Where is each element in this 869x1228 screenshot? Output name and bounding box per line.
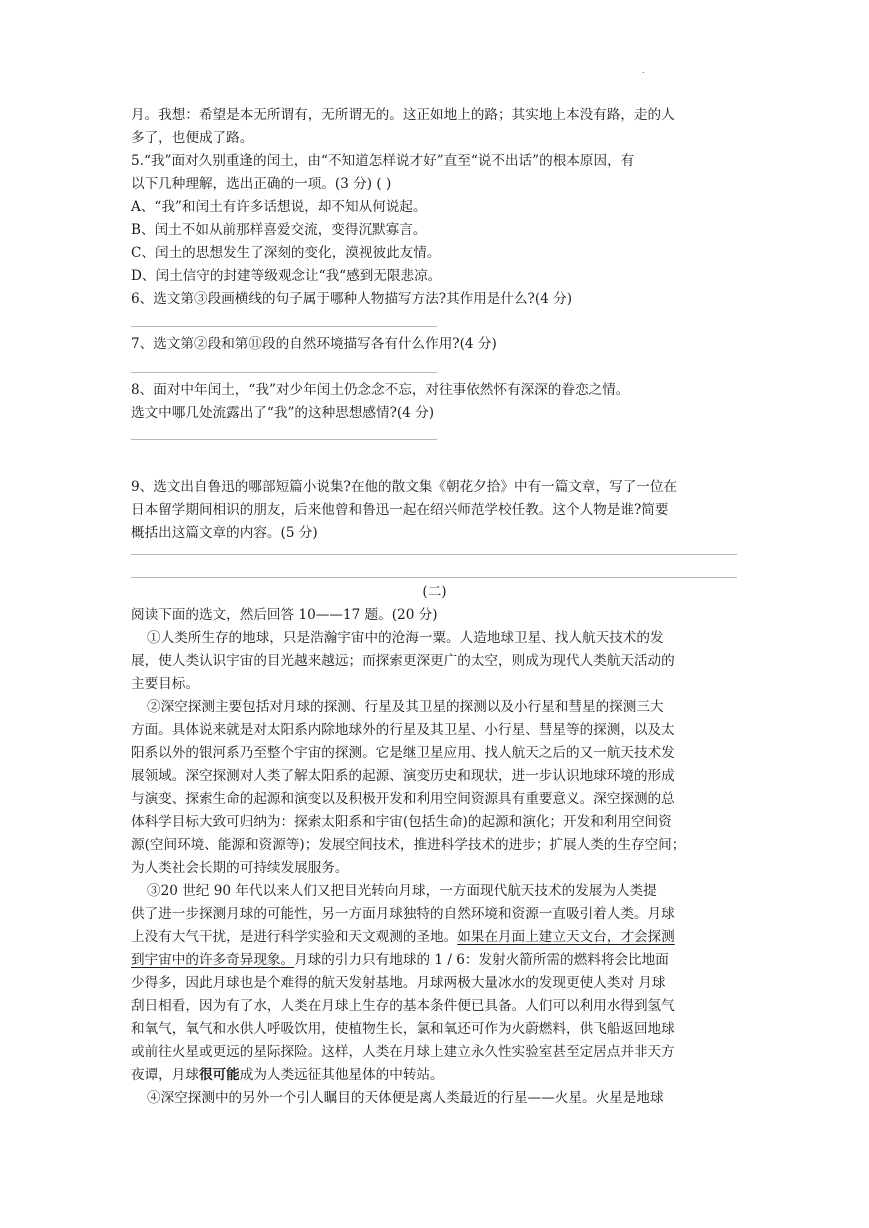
- paragraph-3-line: 少得多，因此月球也是个难得的航天发射基地。月球两极大量冰水的发现更使人类对 月球: [131, 975, 666, 991]
- question-8: 8、面对中年闰土，“我”对少年闰土仍念念不忘，对往事依然怀有深深的眷恋之情。: [131, 382, 630, 398]
- paragraph-3-line: 供了进一步探测月球的可能性，另一方面月球独特的自然环境和资源一直吸引着人类。月球: [131, 906, 675, 922]
- paragraph-2-line: ②深空探测主要包括对月球的探测、行星及其卫星的探测以及小行星和彗星的探测三大: [147, 699, 664, 715]
- question-5-option-c: C、闰土的思想发生了深刻的变化，漠视彼此友情。: [131, 245, 441, 261]
- paragraph-3-line: 和氧气，氧气和水供人呼吸饮用，使植物生长，氯和氧还可作为火蔚燃料，供飞船返回地球: [131, 1021, 675, 1037]
- section-instruction: 阅读下面的选文，然后回答 10——17 题。(20 分): [131, 607, 438, 623]
- question-9: 日本留学期间相识的朋友，后来他曾和鲁迅一起在绍兴师范学校任教。这个人物是谁?简要: [131, 502, 669, 518]
- question-5-option-d: D、闰土信守的封建等级观念让“我“感到无限悲凉。: [131, 268, 442, 284]
- paragraph-1-line: 展，使人类认识宇宙的目光越来越远；而探索更深更广的太空，则成为现代人类航天活动的: [131, 653, 675, 669]
- paragraph-2-line: 展领域。深空探测对人类了解太阳系的起源、演变历史和现状，进一步认识地球环境的形成: [131, 768, 675, 784]
- section-heading: (二): [422, 584, 447, 600]
- paragraph-2-line: 方面。具体说来就是对太阳系内除地球外的行星及其卫星、小行星、彗星等的探测，以及太: [131, 722, 675, 738]
- paragraph-3-line: ③20 世纪 90 年代以来人们又把目光转向月球，一方面现代航天技术的发展为人类提: [147, 883, 657, 899]
- question-5-option-a: A、“我”和闰土有许多话想说，却不知从何说起。: [131, 199, 427, 215]
- paragraph-2-line: 为人类社会长期的可持续发展服务。: [131, 860, 349, 876]
- paragraph-3-line: [131, 926, 675, 949]
- paragraph-2-line: 体科学目标大致可归纳为：探索太阳系和宇宙(包括生命)的起源和演化；开发和利用空间资: [131, 814, 672, 830]
- answer-line: [131, 439, 437, 440]
- paragraph-3-line: 或前往火星或更远的星际探险。这样，人类在月球上建立永久性实验室甚至定居点并非天方: [131, 1044, 675, 1060]
- paragraph-3-line: [131, 949, 669, 972]
- paragraph-2-line: 阳系以外的银河系乃至整个宇宙的探测。它是继卫星应用、找人航天之后的又一航天技术发: [131, 745, 675, 761]
- question-5-stem: 以下几种理解，选出正确的一项。(3 分) ( ): [131, 176, 392, 192]
- bold-phrase: 很可能: [198, 1067, 240, 1083]
- answer-line: [131, 577, 737, 578]
- answer-line: [131, 372, 437, 373]
- paragraph-2-line: 与演变、探索生命的起源和演变以及积极开发和利用空间资源具有重要意义。深空探测的总: [131, 791, 675, 807]
- answer-line: [131, 554, 737, 555]
- paragraph-2-line: 源(空间环境、能源和资源等)；发展空间技术，推进科学技术的进步；扩展人类的生存空间；: [131, 837, 686, 853]
- paragraph-3-line: 刮日相看，因为有了水，人类在月球上生存的基本条件便已具备。人们可以利用水得到氢气: [131, 998, 675, 1014]
- question-7: 7、选文第②段和第⑪段的自然环境描写各有什么作用?(4 分): [131, 336, 497, 352]
- passage-text-line: 多了，也便成了路。: [131, 130, 254, 146]
- plain-text: 夜谭，月球: [131, 1067, 199, 1083]
- passage-text-line: 月。我想：希望是本无所谓有，无所谓无的。这正如地上的路；其实地上本没有路，走的人: [131, 107, 675, 123]
- paragraph-1-line: ①人类所生存的地球，只是浩瀚宇宙中的沧海一粟。人造地球卫星、找人航天技术的发: [147, 630, 664, 646]
- question-5-stem: 5.“我”面对久别重逢的闰土，由“不知道怎样说才好”直至“说不出话”的根本原因，有: [131, 153, 635, 169]
- question-9: 概括出这篇文章的内容。(5 分): [131, 525, 318, 541]
- paragraph-3-line: [131, 1064, 444, 1087]
- paragraph-1-line: 主要目标。: [131, 676, 199, 692]
- question-6: 6、选文第③段画横线的句子属于哪种人物描写方法?其作用是什么?(4 分): [131, 291, 573, 307]
- question-8: 选文中哪几处流露出了“我”的这种思想感情?(4 分): [131, 405, 435, 421]
- underlined-sentence: 到宇宙中的许多奇异现象。: [131, 952, 295, 968]
- plain-text: 成为人类远征其他星体的中转站。: [239, 1067, 444, 1083]
- paragraph-4-line: ④深空探测中的另外一个引人瞩目的天体便是离人类最近的行星——火星。火星是地球: [147, 1090, 664, 1106]
- plain-text: 月球的引力只有地球的 1 / 6：发射火箭所需的燃料将会比地面: [294, 952, 669, 968]
- question-5-option-b: B、闰土不如从前那样喜爱交流，变得沉默寡言。: [131, 222, 427, 238]
- plain-text: 上没有大气干扰，是进行科学实验和天文观测的圣地。: [131, 929, 458, 945]
- underlined-sentence: 如果在月面上建立天文台，才会探测: [457, 929, 675, 945]
- answer-line: [131, 326, 437, 327]
- header-mark: .: [642, 66, 645, 75]
- question-9: 9、选文出自鲁迅的哪部短篇小说集?在他的散文集《朝花夕拾》中有一篇文章，写了一位在: [131, 479, 678, 495]
